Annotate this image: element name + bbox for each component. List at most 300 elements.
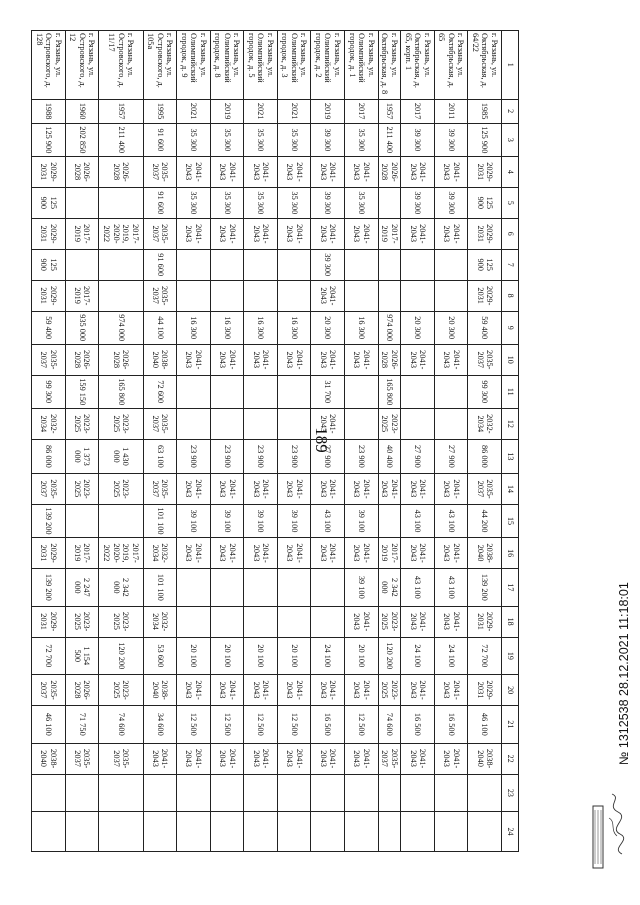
table-cell: 2041-2043 [345,606,379,637]
column-header: 24 [502,812,519,852]
table-cell: 2041-2043 [210,474,244,505]
rotated-table-frame [31,30,519,852]
table-cell: 1 154 500 [65,637,99,675]
table-cell: 2023-2025 [378,606,401,637]
table-cell: 2041-2043 [210,675,244,706]
table-cell [65,504,99,537]
table-cell: 2041-2043 [378,474,401,505]
table-cell: 2041-2043 [210,156,244,187]
table-cell [277,408,311,439]
table-cell: 2035-2037 [143,474,177,505]
table-cell: 72 700 [32,637,66,675]
table-cell [244,774,278,812]
table-cell: 2041-2043 [311,408,345,439]
table-cell: 23 900 [345,439,379,473]
table-cell: 2041-2043 [177,538,211,569]
table-cell [99,504,143,537]
table-cell [277,606,311,637]
rotated-table-wrapper [31,30,519,852]
table-cell: 2041-2043 [177,675,211,706]
table-cell: 1960 [65,99,99,123]
table-cell: 2041-2043 [277,474,311,505]
table-cell: 44 200 [468,504,502,537]
repair-schedule-table [31,30,519,852]
table-cell: 2041-2043 [210,218,244,249]
table-cell: 2023-2025 [99,606,143,637]
table-cell [210,569,244,607]
table-cell [244,812,278,852]
table-cell [65,774,99,812]
table-cell: 2038-2040 [32,743,66,774]
table-cell: 2041-2043 [345,156,379,187]
table-cell: 2041-2043 [277,344,311,375]
table-cell: 35 300 [277,123,311,156]
table-cell: 2023-2025 [99,675,143,706]
table-cell [244,280,278,311]
table-cell: 2029-2031 [468,156,502,187]
table-cell: 2029-2031 [32,218,66,249]
table-cell: 2 342 000 [378,569,401,607]
column-header: 2 [502,99,519,123]
table-cell: 2035-2037 [143,280,177,311]
column-header: 20 [502,675,519,706]
table-cell [311,812,345,852]
table-row [177,31,211,852]
table-cell: 211 400 [99,123,143,156]
table-cell: 2041-2043 [244,675,278,706]
table-cell: 99 300 [468,375,502,408]
column-header: 12 [502,408,519,439]
address-cell: г. Рязань, ул. Островского, д. 105а [143,31,177,100]
table-row [468,31,502,852]
document-reference: № 1312538 28.12.2021 11:18:01 [617,582,631,765]
signature-stamp-icon [592,788,632,873]
table-cell [345,280,379,311]
table-cell [434,249,468,280]
table-cell [177,375,211,408]
table-cell [345,812,379,852]
column-header: 19 [502,637,519,675]
table-row [345,31,379,852]
table-cell: 2017 [345,99,379,123]
column-header: 21 [502,706,519,744]
table-cell [311,569,345,607]
table-cell: 27 900 [311,439,345,473]
table-cell: 1957 [378,99,401,123]
table-row [277,31,311,852]
table-cell: 2041-2043 [434,474,468,505]
table-cell [210,375,244,408]
table-cell: 2041-2043 [277,538,311,569]
table-cell: 2035-2037 [143,156,177,187]
table-cell: 125 900 [468,187,502,218]
table-cell [277,375,311,408]
table-cell: 16 300 [277,311,311,344]
table-cell: 16 500 [401,706,435,744]
table-cell: 2017-2019, 2020-2022 [99,218,143,249]
table-cell: 40 400 [378,439,401,473]
table-cell: 39 100 [277,504,311,537]
address-cell: г. Рязань, ул. Олимпийский городок, д. 9 [177,31,211,100]
table-cell [378,504,401,537]
table-cell: 2041-2043 [177,474,211,505]
table-cell [277,569,311,607]
table-cell: 16 300 [345,311,379,344]
table-row [143,31,177,852]
column-header: 8 [502,280,519,311]
table-cell: 125 900 [32,123,66,156]
table-cell: 2041-2043 [401,344,435,375]
table-cell: 139 200 [468,569,502,607]
table-cell [401,375,435,408]
table-cell: 120 200 [378,637,401,675]
table-cell: 2041-2043 [401,743,435,774]
table-cell [177,774,211,812]
table-cell: 2032-2034 [143,538,177,569]
table-cell: 39 300 [434,187,468,218]
table-cell [468,774,502,812]
table-cell: 2041-2043 [345,743,379,774]
table-cell: 2041-2043 [311,156,345,187]
table-cell: 2026-2028 [65,344,99,375]
table-cell: 2041-2043 [434,156,468,187]
table-cell: 2041-2043 [401,474,435,505]
table-cell: 935 000 [65,311,99,344]
table-cell: 2035-2037 [143,218,177,249]
table-cell: 2026-2028 [65,675,99,706]
table-cell: 2041-2043 [277,218,311,249]
table-cell [311,774,345,812]
table-cell: 2041-2043 [244,344,278,375]
table-cell: 2041-2043 [277,675,311,706]
table-cell: 39 300 [401,187,435,218]
table-cell: 12 500 [210,706,244,744]
table-cell: 2023-2025 [99,474,143,505]
table-cell: 2017 [401,99,435,123]
table-cell [177,249,211,280]
column-header: 15 [502,504,519,537]
table-cell [468,812,502,852]
table-cell: 974 000 [99,311,143,344]
table-cell [99,280,143,311]
table-cell [378,774,401,812]
table-cell: 2041-2043 [277,743,311,774]
table-cell: 35 300 [210,187,244,218]
table-cell: 2041-2043 [434,675,468,706]
table-cell: 1957 [99,99,143,123]
table-cell: 2017-2019 [378,538,401,569]
table-cell: 2023-2025 [65,606,99,637]
table-cell: 16 300 [244,311,278,344]
table-cell: 2041-2043 [177,218,211,249]
table-cell: 2041-2043 [401,675,435,706]
table-cell: 43 100 [401,569,435,607]
table-cell: 2041-2043 [345,344,379,375]
table-row [378,31,401,852]
table-cell: 24 100 [311,637,345,675]
table-cell: 35 300 [244,123,278,156]
table-cell: 20 100 [177,637,211,675]
table-cell: 53 600 [143,637,177,675]
table-cell: 2041-2043 [244,156,278,187]
table-cell: 2021 [244,99,278,123]
table-cell [434,408,468,439]
address-cell: г. Рязань, ул. Островского, д. 11/17 [99,31,143,100]
address-cell: г. Рязань, ул. Олимпийский городок, д. 1 [345,31,379,100]
table-cell: 2038-2040 [468,743,502,774]
table-cell: 20 300 [401,311,435,344]
table-cell: 2019 [311,99,345,123]
table-cell: 2041-2043 [311,218,345,249]
table-cell: 46 100 [468,706,502,744]
table-cell [210,408,244,439]
table-cell: 2011 [434,99,468,123]
table-cell: 27 900 [401,439,435,473]
table-cell: 35 300 [244,187,278,218]
address-cell: г. Рязань, ул. Островского, д. 128 [32,31,66,100]
column-header: 14 [502,474,519,505]
table-cell: 2041-2043 [210,344,244,375]
table-cell [434,375,468,408]
table-cell: 35 300 [277,187,311,218]
table-cell: 2041-2043 [401,606,435,637]
table-cell: 2041-2043 [401,156,435,187]
table-cell: 2017-2019 [378,218,401,249]
table-cell [210,249,244,280]
table-cell: 2029-2031 [468,606,502,637]
table-cell [244,569,278,607]
table-cell: 2041-2043 [345,474,379,505]
table-cell: 43 100 [434,569,468,607]
table-cell: 120 200 [99,637,143,675]
column-header: 18 [502,606,519,637]
header-row [502,31,519,852]
table-cell [65,249,99,280]
table-cell: 1995 [143,99,177,123]
table-cell: 39 100 [244,504,278,537]
table-row [401,31,435,852]
table-row [99,31,143,852]
table-cell: 2041-2043 [244,538,278,569]
table-cell: 974 000 [378,311,401,344]
table-cell: 125 900 [32,249,66,280]
address-cell: г. Рязань, ул. Октябрьская, д. 65, корп. 1 [401,31,435,100]
table-cell: 2023-2025 [65,408,99,439]
table-cell: 211 400 [378,123,401,156]
table-cell [434,774,468,812]
table-cell [210,606,244,637]
table-cell: 44 100 [143,311,177,344]
table-cell: 59 400 [32,311,66,344]
table-cell: 2026-2028 [65,156,99,187]
table-cell: 34 600 [143,706,177,744]
table-cell: 2041-2043 [401,538,435,569]
column-header: 22 [502,743,519,774]
table-cell [434,280,468,311]
table-cell: 2017-2019 [65,218,99,249]
table-row [434,31,468,852]
table-cell: 16 500 [434,706,468,744]
table-cell [32,812,66,852]
table-cell [401,812,435,852]
table-cell: 2035-2037 [378,743,401,774]
table-cell: 2038-2040 [143,675,177,706]
table-cell: 1985 [468,99,502,123]
table-cell: 101 100 [143,569,177,607]
table-cell [277,812,311,852]
column-header: 1 [502,31,519,100]
table-cell [99,187,143,218]
table-cell: 31 700 [311,375,345,408]
table-cell: 2 342 000 [99,569,143,607]
table-cell: 74 600 [378,706,401,744]
table-cell: 2041-2043 [177,156,211,187]
table-cell: 23 900 [177,439,211,473]
table-cell: 2041-2043 [244,743,278,774]
table-cell: 2017-2019, 2020-2022 [99,538,143,569]
table-cell: 139 200 [32,504,66,537]
table-cell [177,812,211,852]
table-cell [345,774,379,812]
table-cell: 2023-2025 [378,408,401,439]
table-cell: 2026-2028 [378,344,401,375]
table-cell: 46 100 [32,706,66,744]
table-cell [345,408,379,439]
table-row [65,31,99,852]
table-cell: 72 700 [468,637,502,675]
table-cell: 20 300 [434,311,468,344]
table-cell: 91 600 [143,249,177,280]
table-cell: 2041-2043 [244,474,278,505]
table-cell: 2041-2043 [434,606,468,637]
table-cell: 12 500 [277,706,311,744]
table-cell [311,606,345,637]
table-cell: 2035-2037 [143,408,177,439]
table-cell [378,249,401,280]
table-cell: 165 800 [378,375,401,408]
table-cell: 2026-2028 [378,156,401,187]
table-cell: 35 300 [345,123,379,156]
table-cell: 2041-2043 [244,218,278,249]
table-cell: 20 100 [277,637,311,675]
table-cell: 2029-2031 [468,280,502,311]
table-cell: 16 300 [210,311,244,344]
table-cell: 2041-2043 [345,218,379,249]
table-cell [210,774,244,812]
table-cell: 2041-2043 [210,538,244,569]
table-cell: 2041-2043 [311,474,345,505]
table-cell: 139 200 [32,569,66,607]
table-cell: 39 100 [345,504,379,537]
table-cell [244,249,278,280]
table-cell: 35 300 [177,187,211,218]
table-cell: 12 500 [345,706,379,744]
table-cell: 2041-2043 [311,538,345,569]
table-cell: 1 373 000 [65,439,99,473]
table-row [311,31,345,852]
table-cell [244,375,278,408]
table-cell: 91 600 [143,123,177,156]
table-cell: 2017-2019 [65,538,99,569]
table-cell: 2041-2043 [401,218,435,249]
table-cell: 2029-2031 [468,675,502,706]
table-cell [65,812,99,852]
table-cell [401,249,435,280]
table-cell [177,606,211,637]
table-cell: 39 300 [311,187,345,218]
address-cell: г. Рязань, ул. Олимпийский городок, д. 3 [277,31,311,100]
table-cell: 125 900 [468,249,502,280]
table-cell: 2017-2019 [65,280,99,311]
table-cell [143,812,177,852]
address-cell: г. Рязань, ул. Олимпийский городок, д. 2 [311,31,345,100]
table-cell [177,280,211,311]
table-cell: 2038-2040 [143,344,177,375]
table-cell: 39 100 [210,504,244,537]
table-cell: 12 500 [244,706,278,744]
table-cell [401,408,435,439]
table-cell [401,280,435,311]
table-cell: 35 300 [210,123,244,156]
table-cell: 2038-2040 [468,538,502,569]
table-cell: 72 600 [143,375,177,408]
table-cell [32,774,66,812]
table-cell: 74 600 [99,706,143,744]
table-cell: 2026-2028 [99,156,143,187]
table-cell: 20 300 [311,311,345,344]
table-cell: 2041-2043 [177,743,211,774]
table-cell [277,249,311,280]
address-cell: г. Рязань, ул. Олимпийский городок, д. 5 [244,31,278,100]
table-cell [210,812,244,852]
page-number: 189 [312,427,331,453]
table-cell: 24 100 [401,637,435,675]
table-cell: 71 750 [65,706,99,744]
table-cell: 2029-2031 [32,538,66,569]
table-cell: 2041-2043 [434,743,468,774]
table-cell [244,408,278,439]
table-cell [345,375,379,408]
table-cell: 2041-2043 [210,743,244,774]
table-row [210,31,244,852]
table-cell: 20 100 [244,637,278,675]
table-cell: 39 300 [401,123,435,156]
table-cell: 86 000 [468,439,502,473]
table-cell: 2023-2025 [65,474,99,505]
address-cell: г. Рязань, ул. Октябрьская, д. 64/22 [468,31,502,100]
column-header: 5 [502,187,519,218]
table-cell [210,280,244,311]
table-cell: 1988 [32,99,66,123]
table-cell: 20 100 [345,637,379,675]
address-cell: г. Рязань, ул. Олимпийский городок, д. 8 [210,31,244,100]
table-cell: 2041-2043 [311,280,345,311]
table-cell [65,187,99,218]
table-cell: 2035-2037 [468,474,502,505]
table-cell [99,812,143,852]
table-cell: 2035-2037 [32,675,66,706]
table-cell: 2029-2031 [32,280,66,311]
column-header: 4 [502,156,519,187]
table-cell: 2035-2037 [32,474,66,505]
table-cell: 2035-2037 [32,344,66,375]
table-cell: 39 300 [434,123,468,156]
table-cell: 43 100 [434,504,468,537]
table-cell: 39 300 [311,249,345,280]
table-cell: 39 300 [311,123,345,156]
table-cell: 16 300 [177,311,211,344]
table-cell: 2029-2031 [32,156,66,187]
